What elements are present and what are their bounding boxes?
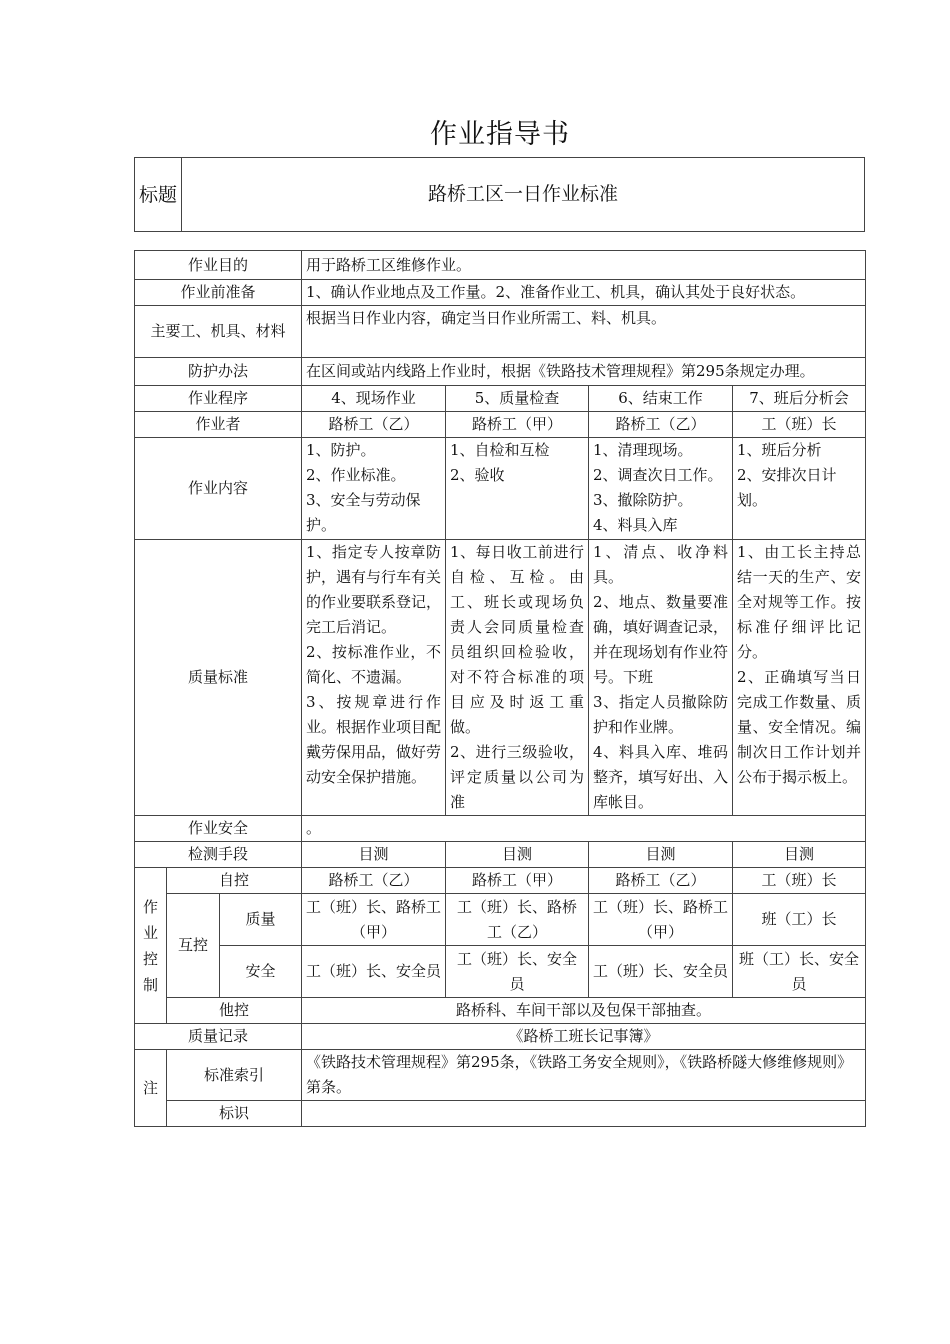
self-control-col: 路桥工（甲） xyxy=(446,868,589,894)
content-item: 4、料具入库 xyxy=(593,516,678,534)
content-item: 3、撤除防护。 xyxy=(593,491,693,509)
quality-col-4 xyxy=(733,540,866,816)
content-item: 2、作业标准。 xyxy=(306,466,406,484)
mark-label: 标识 xyxy=(167,1101,302,1127)
self-control-col: 工（班）长 xyxy=(733,868,866,894)
detect-label: 检测手段 xyxy=(135,842,302,868)
procedure-col: 4、现场作业 xyxy=(302,386,446,412)
content-item: 1、防护。 xyxy=(306,441,376,459)
tools-label: 主要工、机具、材料 xyxy=(135,306,302,358)
content-item: 3、安全与劳动保护。 xyxy=(306,491,421,534)
prep-value: 1、确认作业地点及工作量。2、准备作业工、机具，确认其处于良好状态。 xyxy=(302,280,866,306)
mutual-safety-col: 工（班）长、安全员 xyxy=(589,946,733,998)
quality-item: 3、按规章进行作业。根据作业项目配戴劳保用品，做好劳动安全保护措施。 xyxy=(306,693,442,786)
mutual-quality-col: 工（班）长、路桥工（甲） xyxy=(589,894,733,946)
purpose-value: 用于路桥工区维修作业。 xyxy=(302,251,866,280)
mutual-safety-label: 安全 xyxy=(220,946,302,998)
quality-label: 质量标准 xyxy=(135,540,302,816)
worker-col: 路桥工（乙） xyxy=(589,412,733,438)
quality-item: 3、指定人员撤除防护和作业牌。 xyxy=(593,693,729,736)
content-item: 1、清理现场。 xyxy=(593,441,693,459)
content-item: 1、自检和互检 xyxy=(450,441,550,459)
purpose-label: 作业目的 xyxy=(135,251,302,280)
control-label-text: 作业控制 xyxy=(143,897,159,994)
procedure-label: 作业程序 xyxy=(135,386,302,412)
protect-label: 防护办法 xyxy=(135,358,302,386)
quality-item: 1、由工长主持总结一天的生产、安全对规等工作。按标准仔细评比记分。 xyxy=(737,543,862,661)
safety-label: 作业安全 xyxy=(135,816,302,842)
detect-col: 目测 xyxy=(589,842,733,868)
mutual-quality-col: 工（班）长、路桥工（甲） xyxy=(302,894,446,946)
content-label: 作业内容 xyxy=(135,438,302,540)
worker-col: 路桥工（甲） xyxy=(446,412,589,438)
quality-col-2 xyxy=(446,540,589,816)
mutual-control-label: 互控 xyxy=(167,894,220,998)
quality-item: 1、每日收工前进行自检、互检。由工、班长或现场负责人会同质量检查员组织回检验收，对不符合标准的项目应及时返工重做。 xyxy=(450,543,585,736)
content-item: 2、安排次日计划。 xyxy=(737,466,837,509)
content-col-1 xyxy=(302,438,446,540)
content-item: 2、调查次日工作。 xyxy=(593,466,723,484)
tools-value: 根据当日作业内容，确定当日作业所需工、料、机具。 xyxy=(302,306,866,358)
page-title: 作业指导书 xyxy=(430,119,570,150)
procedure-col: 5、质量检查 xyxy=(446,386,589,412)
other-control-label: 他控 xyxy=(167,998,302,1024)
quality-item: 2、按标准作业，不简化、不遗漏。 xyxy=(306,643,442,686)
prep-label: 作业前准备 xyxy=(135,280,302,306)
index-label: 标准索引 xyxy=(167,1050,302,1101)
quality-col-1 xyxy=(302,540,446,816)
content-item: 2、验收 xyxy=(450,466,505,484)
quality-item: 2、地点、数量要准确，填好调查记录，并在现场划有作业符号。下班 xyxy=(593,593,729,686)
content-col-3 xyxy=(589,438,733,540)
self-control-col: 路桥工（乙） xyxy=(589,868,733,894)
header-label: 标题 xyxy=(135,158,182,232)
quality-col-3 xyxy=(589,540,733,816)
control-label xyxy=(135,868,167,1024)
record-value: 《路桥工班长记事簿》 xyxy=(302,1024,866,1050)
protect-value: 在区间或站内线路上作业时，根据《铁路技术管理规程》第295条规定办理。 xyxy=(302,358,866,386)
record-label: 质量记录 xyxy=(135,1024,302,1050)
note-label: 注 xyxy=(135,1050,167,1127)
detect-col: 目测 xyxy=(733,842,866,868)
self-control-col: 路桥工（乙） xyxy=(302,868,446,894)
instruction-table xyxy=(134,250,866,1127)
mark-value xyxy=(302,1101,866,1127)
quality-item: 2、进行三级验收，评定质量以公司为准 xyxy=(450,743,585,811)
quality-item: 1、指定专人按章防护，遇有与行车有关的作业要联系登记，完工后消记。 xyxy=(306,543,442,636)
content-col-4 xyxy=(733,438,866,540)
quality-item: 2、正确填写当日完成工作数量、质量、安全情况。编制次日工作计划并公布于揭示板上。 xyxy=(737,668,862,786)
mutual-quality-label: 质量 xyxy=(220,894,302,946)
mutual-safety-col: 工（班）长、安全员 xyxy=(302,946,446,998)
quality-item: 4、料具入库、堆码整齐，填写好出、入库帐目。 xyxy=(593,743,729,811)
header-value: 路桥工区一日作业标准 xyxy=(182,158,865,232)
mutual-quality-col: 班（工）长 xyxy=(733,894,866,946)
content-item: 1、班后分析 xyxy=(737,441,822,459)
worker-col: 路桥工（乙） xyxy=(302,412,446,438)
quality-item: 1、清点、收净料具。 xyxy=(593,543,729,586)
index-value: 《铁路技术管理规程》第295条，《铁路工务安全规则》，《铁路桥隧大修维修规则》第条。 xyxy=(302,1050,866,1101)
safety-value: 。 xyxy=(302,816,866,842)
content-col-2 xyxy=(446,438,589,540)
procedure-col: 6、结束工作 xyxy=(589,386,733,412)
detect-col: 目测 xyxy=(302,842,446,868)
worker-col: 工（班）长 xyxy=(733,412,866,438)
other-control-value: 路桥科、车间干部以及包保干部抽查。 xyxy=(302,998,866,1024)
self-control-label: 自控 xyxy=(167,868,302,894)
mutual-quality-col: 工（班）长、路桥工（乙） xyxy=(446,894,589,946)
header-table xyxy=(134,157,865,232)
worker-label: 作业者 xyxy=(135,412,302,438)
detect-col: 目测 xyxy=(446,842,589,868)
procedure-col: 7、班后分析会 xyxy=(733,386,866,412)
mutual-safety-col: 班（工）长、安全员 xyxy=(733,946,866,998)
mutual-safety-col: 工（班）长、安全员 xyxy=(446,946,589,998)
